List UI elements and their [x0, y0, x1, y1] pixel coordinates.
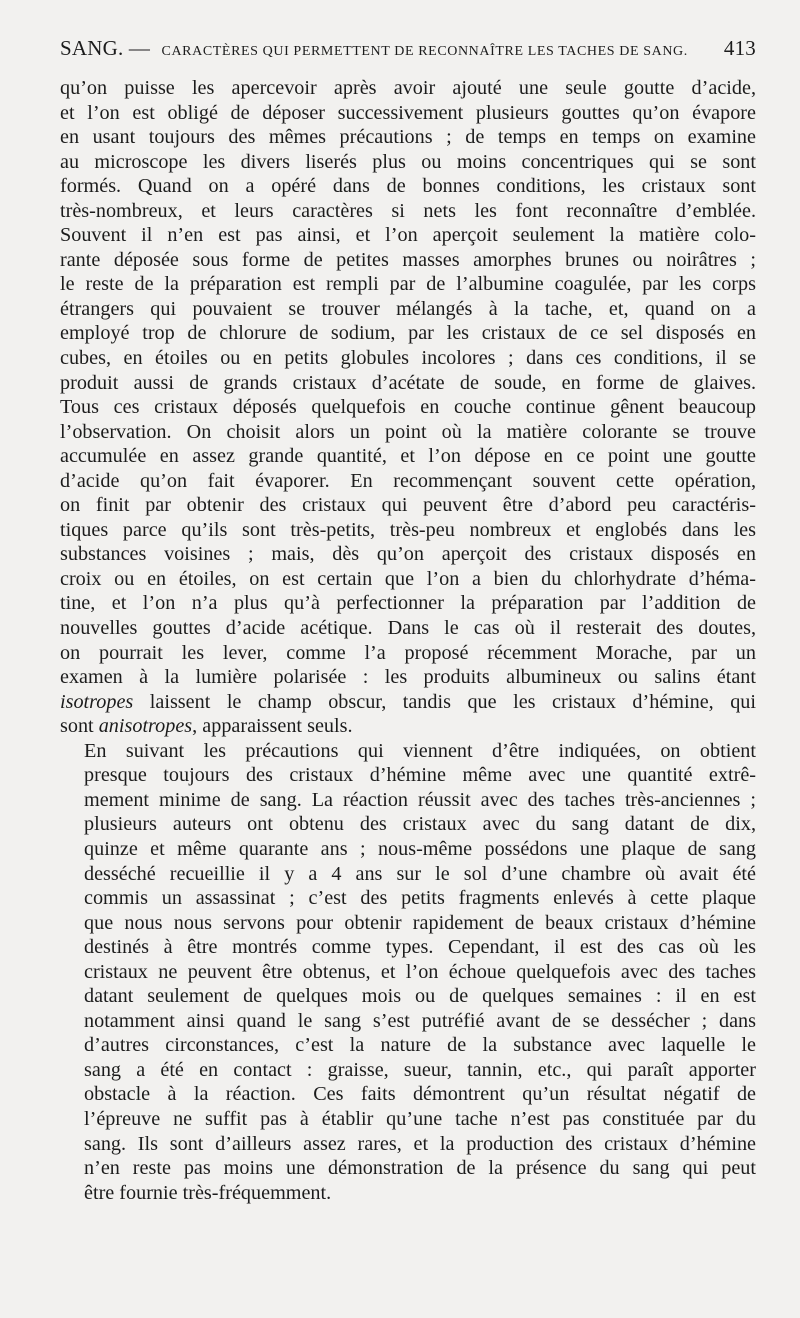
- text-line: plusieurs auteurs ont obtenu des cristaux avec du sang datant de dix,: [84, 813, 756, 836]
- text-line: l’épreuve ne suffit pas à établir qu’une tache n’est pas constituée par du: [84, 1107, 756, 1130]
- text-line: très-nombreux, et leurs caractères si nets les font reconnaître d’emblée.: [60, 199, 756, 222]
- text-line: quinze et même quarante ans ; nous-même possédons une plaque de sang: [84, 837, 756, 860]
- text-line: presque toujours des cristaux d’hémine même avec une quantité extrê-: [84, 764, 756, 787]
- text-line: nouvelles gouttes d’acide acétique. Dans le cas où il resterait des doutes,: [60, 617, 756, 640]
- text-line: qu’on puisse les apercevoir après avoir ajouté une seule goutte d’acide,: [60, 77, 756, 99]
- text-line: tiques parce qu’ils sont très-petits, très-peu nombreux et englobés dans les: [60, 518, 756, 541]
- text-line: n’en reste pas moins une démonstration de la présence du sang qui peut: [84, 1157, 756, 1180]
- text-line: l’observation. On choisit alors un point où la matière colorante se trouve: [60, 420, 756, 443]
- text-line: obstacle à la réaction. Ces faits démontrent qu’un résultat négatif de: [84, 1083, 756, 1106]
- text-line: [60, 714, 756, 739]
- text-line: Tous ces cristaux déposés quelquefois en couche continue gênent beaucoup: [60, 396, 756, 419]
- text-line: on pourrait les lever, comme l’a proposé récemment Morache, par un: [60, 641, 756, 664]
- text-line: croix ou en étoiles, on est certain que l’on a bien du chlorhydrate d’héma-: [60, 567, 756, 590]
- text-line: on finit par obtenir des cristaux qui peuvent être d’abord peu caractéris-: [60, 494, 756, 517]
- text-line: examen à la lumière polarisée : les produits albumineux ou salins étant: [60, 666, 756, 689]
- text-line: desséché recueillie il y a 4 ans sur le sol d’une chambre où avait été: [84, 862, 756, 885]
- page-number: 413: [723, 36, 756, 60]
- text-line: tine, et l’on n’a plus qu’à perfectionner la préparation par l’addition de: [60, 592, 756, 615]
- text-line: Souvent il n’en est pas ainsi, et l’on aperçoit seulement la matière colo-: [60, 224, 756, 247]
- text-line: en usant toujours des mêmes précautions ; de temps en temps on examine: [60, 126, 756, 149]
- running-header: [60, 36, 756, 76]
- text-line: cristaux ne peuvent être obtenus, et l’on échoue quelquefois avec des taches: [84, 960, 756, 983]
- text-line: produit aussi de grands cristaux d’acétate de soude, en forme de glaives.: [60, 371, 756, 394]
- text-line: d’autres circonstances, c’est la nature de la substance avec laquelle le: [84, 1034, 756, 1057]
- text-line: [60, 690, 756, 715]
- header-left: [60, 36, 688, 61]
- text-line: formés. Quand on a opéré dans de bonnes conditions, les cristaux sont: [60, 175, 756, 198]
- text-line: étrangers qui pouvaient se trouver mélangés à la tache, et, quand on a: [60, 297, 756, 320]
- text-line: et l’on est obligé de déposer successivement plusieurs gouttes qu’on évapore: [60, 101, 756, 124]
- header-section: SANG. —: [60, 36, 151, 60]
- text-line: être fournie très-fréquemment.: [84, 1181, 332, 1204]
- text-fragment: laissent le champ obscur, tandis que les cristaux d’hémine, qui: [133, 690, 756, 713]
- text-line: que nous nous servons pour obtenir rapidement de beaux cristaux d’hémine: [84, 911, 756, 934]
- italic-term: isotropes: [60, 690, 134, 713]
- text-line: accumulée en assez grande quantité, et l’on dépose en ce point une goutte: [60, 445, 756, 468]
- text-line: destinés à être montrés comme types. Cependant, il est des cas où les: [84, 936, 756, 959]
- text-line: sang. Ils sont d’ailleurs assez rares, et la production des cristaux d’hémine: [84, 1132, 756, 1155]
- text-line: employé trop de chlorure de sodium, par les cristaux de ce sel disposés en: [60, 322, 756, 345]
- text-line: sang a été en contact : graisse, sueur, tannin, etc., qui paraît apporter: [84, 1058, 756, 1081]
- text-line: le reste de la préparation est rempli par de l’albumine coagulée, par les corps: [60, 273, 756, 296]
- text-line: rante déposée sous forme de petites masses amorphes brunes ou noirâtres ;: [60, 248, 756, 271]
- text-fragment: , apparaissent seuls.: [192, 715, 353, 738]
- header-title: CARACTÈRES QUI PERMETTENT DE RECONNAÎTRE LES TACHES DE SANG.: [161, 44, 688, 59]
- text-line: d’acide qu’on fait évaporer. En recommençant souvent cette opération,: [60, 469, 756, 492]
- text-fragment: sont: [60, 715, 99, 738]
- text-line: commis un assassinat ; c’est des petits fragments enlevés à cette plaque: [84, 887, 756, 910]
- text-line: mement minime de sang. La réaction réussit avec des taches très-anciennes ;: [84, 788, 756, 811]
- body-text: [60, 76, 756, 1205]
- paragraph-2: [60, 739, 756, 1205]
- text-line: En suivant les précautions qui viennent d’être indiquées, on obtient: [84, 739, 756, 762]
- text-line: au microscope les divers liserés plus ou moins concentriques qui se sont: [60, 150, 756, 173]
- text-line: notamment ainsi quand le sang s’est putréfié avant de se dessécher ; dans: [84, 1009, 756, 1032]
- text-line: substances voisines ; mais, dès qu’on aperçoit des cristaux disposés en: [60, 543, 756, 566]
- text-line: cubes, en étoiles ou en petits globules incolores ; dans ces conditions, il se: [60, 347, 756, 370]
- text-line: datant seulement de quelques mois ou de quelques semaines : il en est: [84, 985, 756, 1008]
- paragraph-1: [60, 76, 756, 739]
- italic-term: anisotropes: [98, 715, 193, 738]
